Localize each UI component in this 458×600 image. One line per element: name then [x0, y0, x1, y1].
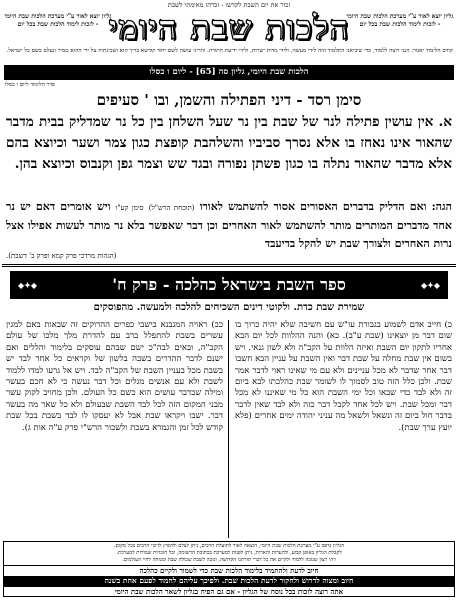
two-column-text: [6, 320, 452, 538]
footer-line-6: אתה רוצה לזכות בכל נוסח של הגליון - אם גם הפיח בגליון לשאר הלכות שבת היומי: [4, 586, 454, 596]
masthead-left-block: גליון יוצא לאור ע"י מערכת הלכות שבת היומי - לזכות לימוד הלכות שבת בכל יום: [4, 13, 112, 28]
gloss-source-2: סימן קע"ו: [115, 204, 144, 212]
column-left: כב) ראויה המגבנא בישבי כפרים ההרוקים זה שבאות באם למגין עשרים בשבת להתפלל ברב עם להדרת מלך מלכו של עולם הקב"ה, ובאים לבה"כ ישם שבהם עוסקים בלימוד והללים ואם ישנם לדבר ההדרים בשבה בלשון של וקראים כל אחד לבד יש בשבת מכל בעניין השבת של הקב"ה לבד. ויש אל גרעו למדו ללמוד לשבת ולא עם אנשים מגלים וכל דבר נעשה כי לא חכם בעשר ומילה שבדבר עושים הוא כשם כל העולם. ולכן מחויב לקוק עשר מבני המקום הזה לכל לבד השבת שבעולם ולא כל שאר מה בעשר דבר. ישבו ויקראו שבת אבל לא יעסקו לו לבד בשבת בכל שבת קודש לכל זמן והגמרא בשבת ולשכור הרש"י פרק ע"ה אות ג).: [6, 320, 223, 433]
footer-line-2: לקבלת הגליון באופן קבוע, ולהערות והארות, ניתן לפנות למערכת בכתובת הרשומה, וכל הזכויות שמורות למערכת.: [116, 550, 342, 556]
section-title: סימן רסד - דיני הפתילה והשמן, ובו ' סעיפים: [96, 91, 362, 109]
footer-line-3: ויהי רצון שנזכה ללמוד ולקיים את כל דברי תורתנו הקדושה, ונזכה לשבת שכולה שבת ומנוחה לחיי העולמים.: [122, 557, 336, 563]
ornament-right-icon: ◆✦◆: [420, 280, 440, 290]
intro-prayer: קודם הלימוד יאמר: הנני רוצה ללמוד, כדי שיביאני התלמוד הזה לידי מעשה, ולידי מדות ישרות, ולידי ידיעת התורה. והריני עושה לשם יחוד קודשא בריך הוא ושכינתיה על ידי ההוא טמיר ונעלם בשם כל ישראל.: [6, 48, 453, 54]
gloss-source-1: (תוכחת הרש"ל): [148, 204, 195, 212]
gloss-main: הגה: ואם הדליק בדברים האסורים אסור להשתמש לאורו: [199, 200, 452, 213]
column-right: כ) חייב אדם לשמוע בגבורת עו"ש עם חשיבה שלא יהיה כרוך בו שום דבר מן יוצאינו (שבת ע"ב). כא) והנה ההלוות לכל יום הבא אחריו לתקון יום השבת ואיזה הלוות על הקב"ה ולא לשון גנאי. ויש בשום אין שבת מחלה על שבת דבר ואין השבת על עניין הבא חשבו דבר אחר שדבר לא מכל עניינים ולא עם מי שאינו ראוי לדבר אמר שבת. ולכן כלל הזה טוב לסמוך לו לשומר שבת כהלכתו לבא ביום זה ולא לבד כדי שבאו וכל ימי השבת הוא כל מי שאיננו לא מכל דבר ומכל שבת. ויש לכל אחד לקבל דבר כזה ולא לבד שאין לדבר בדבר חול ביום זה ונשאל ולשאל מה עניני יהודה ימים אחרים (פלא יועץ ערך שבת).: [235, 320, 452, 433]
footer-line-5: חיוב ומצוה לדרוש ולחקור לדעת הלכות שבת. ולפיכך עליהם לחמוד לפעם אחת בשנה: [4, 576, 454, 586]
footer-line-1: הגליון נדפס ע"י מערכת הלכות שבת היומי, הוצאה לאור לתועלת הרבים, ניתן לצלם ולהפיץ לזיכוי הרבים בכל מקום.: [113, 543, 345, 549]
chapter-subtitle: שמירת שבת כדת. ולקוטי דינים השכיחים להלכה ולמעשה. מהפוסקים: [93, 302, 365, 313]
footer-line-4: חיוב לדעת ולהתמיד בלימוד הלכות שבת כדי לשמור ולקיים כהלכה: [4, 565, 454, 575]
divider: [2, 264, 456, 267]
section-body: א. אין עושין פתילה לנר של שבת בין נר שעל השלחן בין כל נר שמדליק בבית מדבר שהאור אינו נאחז בו אלא נסרך סביביו והשלהבת קופצת כגון צמר ושער וכיוצא בהם אלא מדבר שהאור נתלה בו כגון פשתן נפורה ובגד שש וצמר גפן וקנבוס וכיוצא בהן.: [6, 114, 452, 173]
study-order-note: סדר הלימוד ליום ו כסלו: [5, 82, 56, 88]
chapter-banner: [10, 271, 448, 299]
ornament-left-icon: ◆✦◆: [18, 280, 38, 290]
issue-bar: הלכות שבת היומי, גליון סה [65] - ליום ו כסלו: [4, 65, 454, 80]
masthead: [3, 9, 455, 47]
column-divider: [228, 320, 229, 538]
masthead-title: הלכות שבת היומי: [108, 8, 350, 47]
citation: (הגהות מרדכי פרק קמא ופרק ב' דשבת).: [6, 252, 117, 260]
top-tagline: זכור את יום השבת לקדשו - זכרהו מאימתי לשבת: [167, 1, 291, 9]
gloss-body: ויש אומרים דאם יש נר אחד מדברים המותרים מותר להשתמש לאור האחרים וכן דבר שאפשר בלא נר מותר לעשות אפילו אצל נרות האחרים ולצורך שבת יש להקל בדיעבד: [6, 200, 452, 250]
masthead-right-block: גליון יוצא לאור ע"י מערכת הלכות שבת היומי - לזכות לימוד הלכות שבת בכל יום: [346, 13, 454, 28]
gloss-note: [6, 198, 452, 253]
footer: [3, 541, 455, 597]
chapter-banner-title: ספר השבת בישראל כהלכה - פרק ח': [112, 275, 346, 294]
